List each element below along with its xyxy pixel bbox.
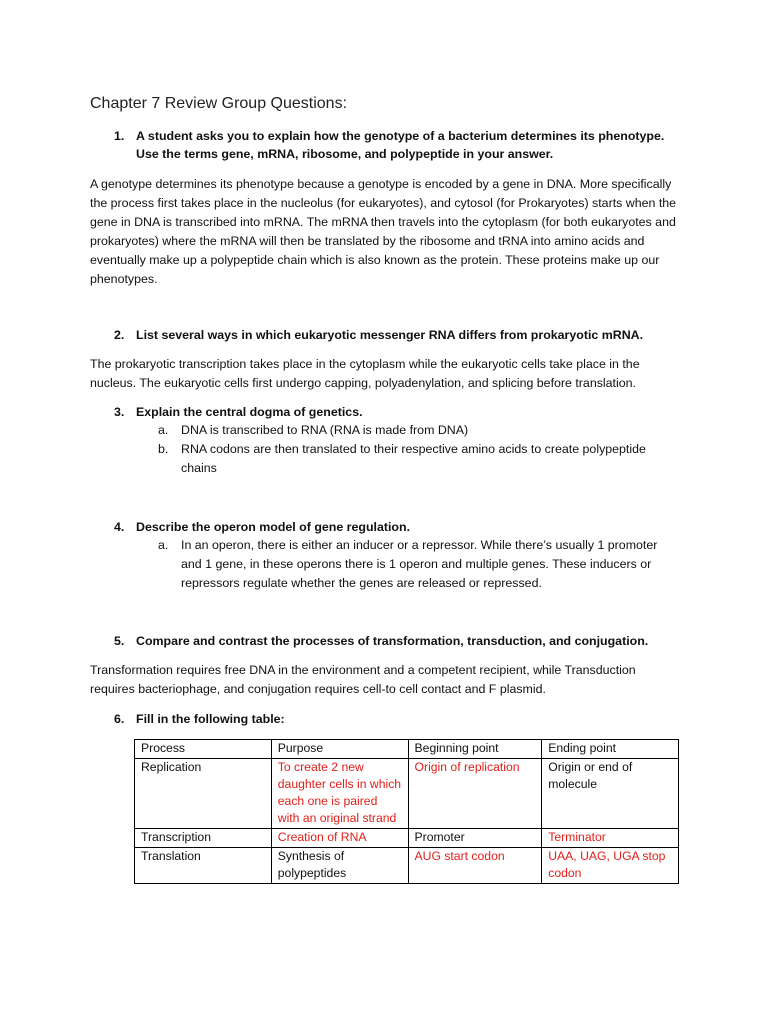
question-text: List several ways in which eukaryotic messenger RNA differs from prokaryotic mRNA. bbox=[136, 328, 644, 342]
process-table bbox=[134, 739, 679, 884]
answer-3b bbox=[158, 440, 678, 478]
table-cell: To create 2 new daughter cells in which each one is paired with an original strand bbox=[271, 759, 408, 829]
question-3 bbox=[114, 403, 674, 421]
question-number: 3. bbox=[114, 405, 125, 419]
table-cell: AUG start codon bbox=[408, 848, 542, 884]
answer-1: A genotype determines its phenotype because a genotype is encoded by a gene in DNA. More specifically the process first takes place in the nucleolus (for eukaryotes), and cytosol (for Prokaryotes) starts when the gene in DNA is transcribed into mRNA. The mRNA then travels into the cytoplasm (for both eukaryotes and prokaryotes) where the mRNA will then be translated by the ribosome and tRNA into amino acids and eventually make up a polypeptide chain which is also known as the protein. These proteins make up our phenotypes. bbox=[90, 177, 677, 286]
question-text: A student asks you to explain how the genotype of a bacterium determines its phenotype. Use the terms gene, mRNA, ribosome, and polypeptide in your answer. bbox=[136, 129, 665, 161]
question-number: 4. bbox=[114, 520, 125, 534]
table-header-cell: Ending point bbox=[542, 740, 679, 759]
question-text: Compare and contrast the processes of transformation, transduction, and conjugation. bbox=[136, 634, 649, 648]
table-cell: UAA, UAG, UGA stop codon bbox=[542, 848, 679, 884]
list-letter: a. bbox=[158, 538, 169, 552]
answer-4a bbox=[158, 536, 678, 593]
table-row bbox=[135, 829, 679, 848]
answer-2: The prokaryotic transcription takes place in the cytoplasm while the eukaryotic cells take place in the nucleus. The eukaryotic cells first undergo capping, polyadenylation, and splicing before translation. bbox=[90, 357, 640, 390]
table-header-cell: Process bbox=[135, 740, 272, 759]
answer-3a bbox=[158, 421, 678, 440]
question-1 bbox=[114, 127, 674, 163]
table-header-cell: Purpose bbox=[271, 740, 408, 759]
table-cell: Transcription bbox=[135, 829, 272, 848]
table-cell: Terminator bbox=[542, 829, 679, 848]
question-number: 5. bbox=[114, 634, 125, 648]
question-number: 1. bbox=[114, 129, 125, 143]
list-text: RNA codons are then translated to their respective amino acids to create polypeptide chains bbox=[181, 442, 646, 475]
question-6 bbox=[114, 710, 674, 728]
table-row bbox=[135, 848, 679, 884]
table-cell: Synthesis of polypeptides bbox=[271, 848, 408, 884]
table-row bbox=[135, 759, 679, 829]
question-text: Explain the central dogma of genetics. bbox=[136, 405, 363, 419]
list-text: In an operon, there is either an inducer or a repressor. While there’s usually 1 promoter and 1 gene, in these operons there is 1 operon and multiple genes. These inducers or repressors regulate whether the genes are released or repressed. bbox=[181, 538, 658, 590]
question-number: 6. bbox=[114, 712, 125, 726]
table-header-row bbox=[135, 740, 679, 759]
page-title: Chapter 7 Review Group Questions: bbox=[90, 95, 348, 112]
question-number: 2. bbox=[114, 328, 125, 342]
question-5 bbox=[114, 632, 674, 650]
table-header-cell: Beginning point bbox=[408, 740, 542, 759]
table-cell: Origin of replication bbox=[408, 759, 542, 829]
table-cell: Translation bbox=[135, 848, 272, 884]
list-text: DNA is transcribed to RNA (RNA is made from DNA) bbox=[181, 423, 469, 437]
table-cell: Creation of RNA bbox=[271, 829, 408, 848]
list-letter: b. bbox=[158, 442, 169, 456]
question-4 bbox=[114, 518, 674, 536]
question-text: Describe the operon model of gene regulation. bbox=[136, 520, 411, 534]
table-cell: Promoter bbox=[408, 829, 542, 848]
table-cell: Replication bbox=[135, 759, 272, 829]
list-letter: a. bbox=[158, 423, 169, 437]
table-cell: Origin or end of molecule bbox=[542, 759, 679, 829]
question-2 bbox=[114, 326, 674, 344]
question-text: Fill in the following table: bbox=[136, 712, 285, 726]
answer-5: Transformation requires free DNA in the environment and a competent recipient, while Transduction requires bacteriophage, and conjugation requires cell-to cell contact and F plasmid. bbox=[90, 663, 636, 696]
